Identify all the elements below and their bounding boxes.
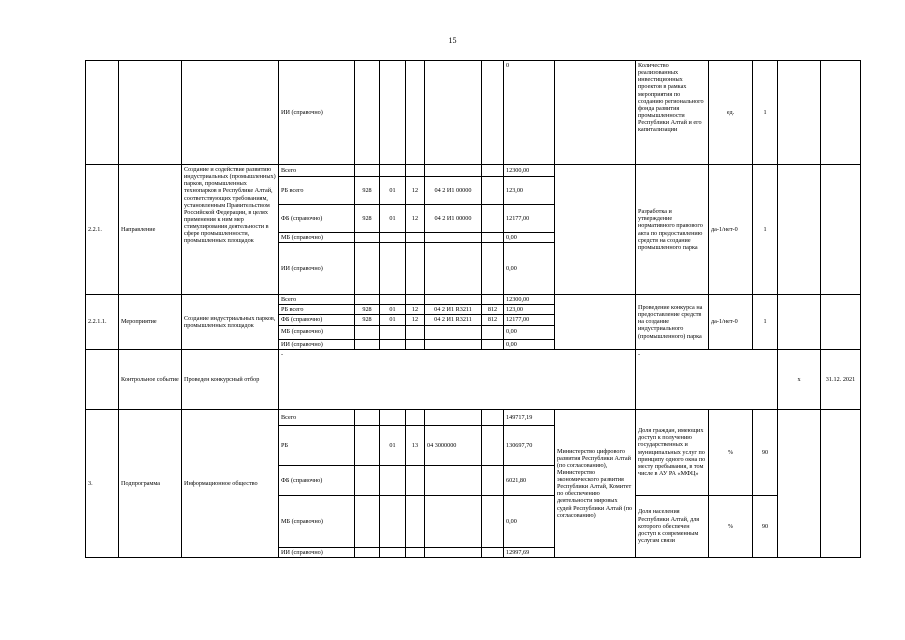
source-rb: РБ всего (279, 177, 355, 205)
amount: 0,00 (504, 495, 555, 547)
code-subsection: 12 (406, 177, 425, 205)
row-number: 2.2.1. (86, 165, 119, 295)
amount: 6021,80 (504, 465, 555, 495)
indicator-text: Доля граждан, имеющих доступ к получению государственных и муниципальных услуг по принципу одного окна по месту пребывания, в том числе в АУ РА «МФЦ» (636, 409, 709, 495)
event-mark: х (778, 349, 821, 409)
indicator-text: Проведение конкурса на предоставление средств на создание индустриального (промышленного) парка (636, 295, 709, 350)
event-dash: - (636, 349, 778, 409)
row-name: Создание индустриальных парков, промышленных площадок (182, 295, 279, 350)
code-target: 04 3000000 (425, 425, 482, 465)
source-ii: ИИ (справочно) (279, 339, 355, 349)
row-number: 3. (86, 409, 119, 557)
indicator-value: 1 (753, 295, 778, 350)
indicator-unit: да-1/нет-0 (709, 295, 753, 350)
program-table (85, 60, 861, 558)
source-total: Всего (279, 295, 355, 305)
source-rb: РБ всего (279, 305, 355, 315)
indicator-unit: % (709, 409, 753, 495)
indicator-unit: % (709, 495, 753, 557)
code-target: 04 2 И1 R3211 (425, 305, 482, 315)
amount: 130697,70 (504, 425, 555, 465)
amount: 12177,00 (504, 205, 555, 233)
amount: 0,00 (504, 325, 555, 339)
row-type: Направление (119, 165, 182, 295)
amount: 123,00 (504, 177, 555, 205)
source-mb: МБ (справочно) (279, 495, 355, 547)
amount: 0 (504, 61, 555, 165)
source-fb: ФБ (справочно) (279, 465, 355, 495)
amount: 12997,69 (504, 547, 555, 557)
source-rb: РБ (279, 425, 355, 465)
code-section: 01 (380, 305, 406, 315)
code-expense-type: 812 (482, 315, 504, 325)
source-ii: ИИ (справочно) (279, 243, 355, 295)
code-subsection: 12 (406, 205, 425, 233)
source-fb: ФБ (справочно) (279, 205, 355, 233)
indicator-value: 90 (753, 495, 778, 557)
indicator-text: Количество реализованных инвестиционных проектов в рамках мероприятия по созданию регионального фонда развития промышленности Республики Алтай и его капитализации (636, 61, 709, 165)
indicator-text: Разработка и утверждение нормативного правового акта по предоставлению средств на создание промышленного парка (636, 165, 709, 295)
indicator-unit: да-1/нет-0 (709, 165, 753, 295)
amount: 0,00 (504, 233, 555, 243)
indicator-value: 1 (753, 165, 778, 295)
code-ministry: 928 (355, 177, 380, 205)
code-subsection: 12 (406, 315, 425, 325)
table-row (86, 349, 861, 409)
code-target: 04 2 И1 R3211 (425, 315, 482, 325)
source-fb: ФБ (справочно) (279, 315, 355, 325)
row-type: Контрольное событие (119, 349, 182, 409)
amount: 123,00 (504, 305, 555, 315)
code-section: 01 (380, 177, 406, 205)
indicator-text: Доля населения Республики Алтай, для которого обеспечен доступ к современным услугам связи (636, 495, 709, 557)
source-ii: ИИ (справочно) (279, 547, 355, 557)
amount: 0,00 (504, 243, 555, 295)
amount: 12300,00 (504, 295, 555, 305)
code-section: 01 (380, 205, 406, 233)
code-subsection: 13 (406, 425, 425, 465)
source-total: Всего (279, 409, 355, 425)
amount: 0,00 (504, 339, 555, 349)
code-section: 01 (380, 315, 406, 325)
indicator-unit: ед. (709, 61, 753, 165)
source-mb: МБ (справочно) (279, 233, 355, 243)
row-type: Подпрограмма (119, 409, 182, 557)
table-row (86, 295, 861, 305)
row-name: Создание и содействие развитию индустриальных (промышленных) парков, промышленных технопарков в Республике Алтай, соответствующих требованиям, установленным Правительством Российской Федерации, в целях применения к ним мер стимулирования деятельности в сфере промышленности, промышленных площадок (182, 165, 279, 295)
code-target: 04 2 И1 00000 (425, 177, 482, 205)
amount: 149717,19 (504, 409, 555, 425)
row-number: 2.2.1.1. (86, 295, 119, 350)
row-type: Мероприятие (119, 295, 182, 350)
indicator-value: 90 (753, 409, 778, 495)
source-total: Всего (279, 165, 355, 177)
source-ii: ИИ (справочно) (279, 61, 355, 165)
table-row (86, 61, 861, 165)
row-name: Проведен конкурсный отбор (182, 349, 279, 409)
code-target: 04 2 И1 00000 (425, 205, 482, 233)
code-expense-type: 812 (482, 305, 504, 315)
event-date: 31.12. 2021 (821, 349, 861, 409)
source-mb: МБ (справочно) (279, 325, 355, 339)
code-ministry: 928 (355, 315, 380, 325)
amount: 12177,00 (504, 315, 555, 325)
executors: Министерство цифрового развития Республики Алтай (по согласованию), Министерство экономического развития Республики Алтай, Комитет по обеспечению деятельности мировых судей Республики Алтай (по согласованию) (555, 409, 636, 557)
row-name: Информационное общество (182, 409, 279, 557)
table-row (86, 409, 861, 425)
indicator-value: 1 (753, 61, 778, 165)
table-row (86, 165, 861, 177)
event-dash: - (279, 349, 636, 409)
code-ministry: 928 (355, 305, 380, 315)
page-number: 15 (448, 36, 457, 45)
code-section: 01 (380, 425, 406, 465)
code-ministry: 928 (355, 205, 380, 233)
amount: 12300,00 (504, 165, 555, 177)
code-subsection: 12 (406, 305, 425, 315)
